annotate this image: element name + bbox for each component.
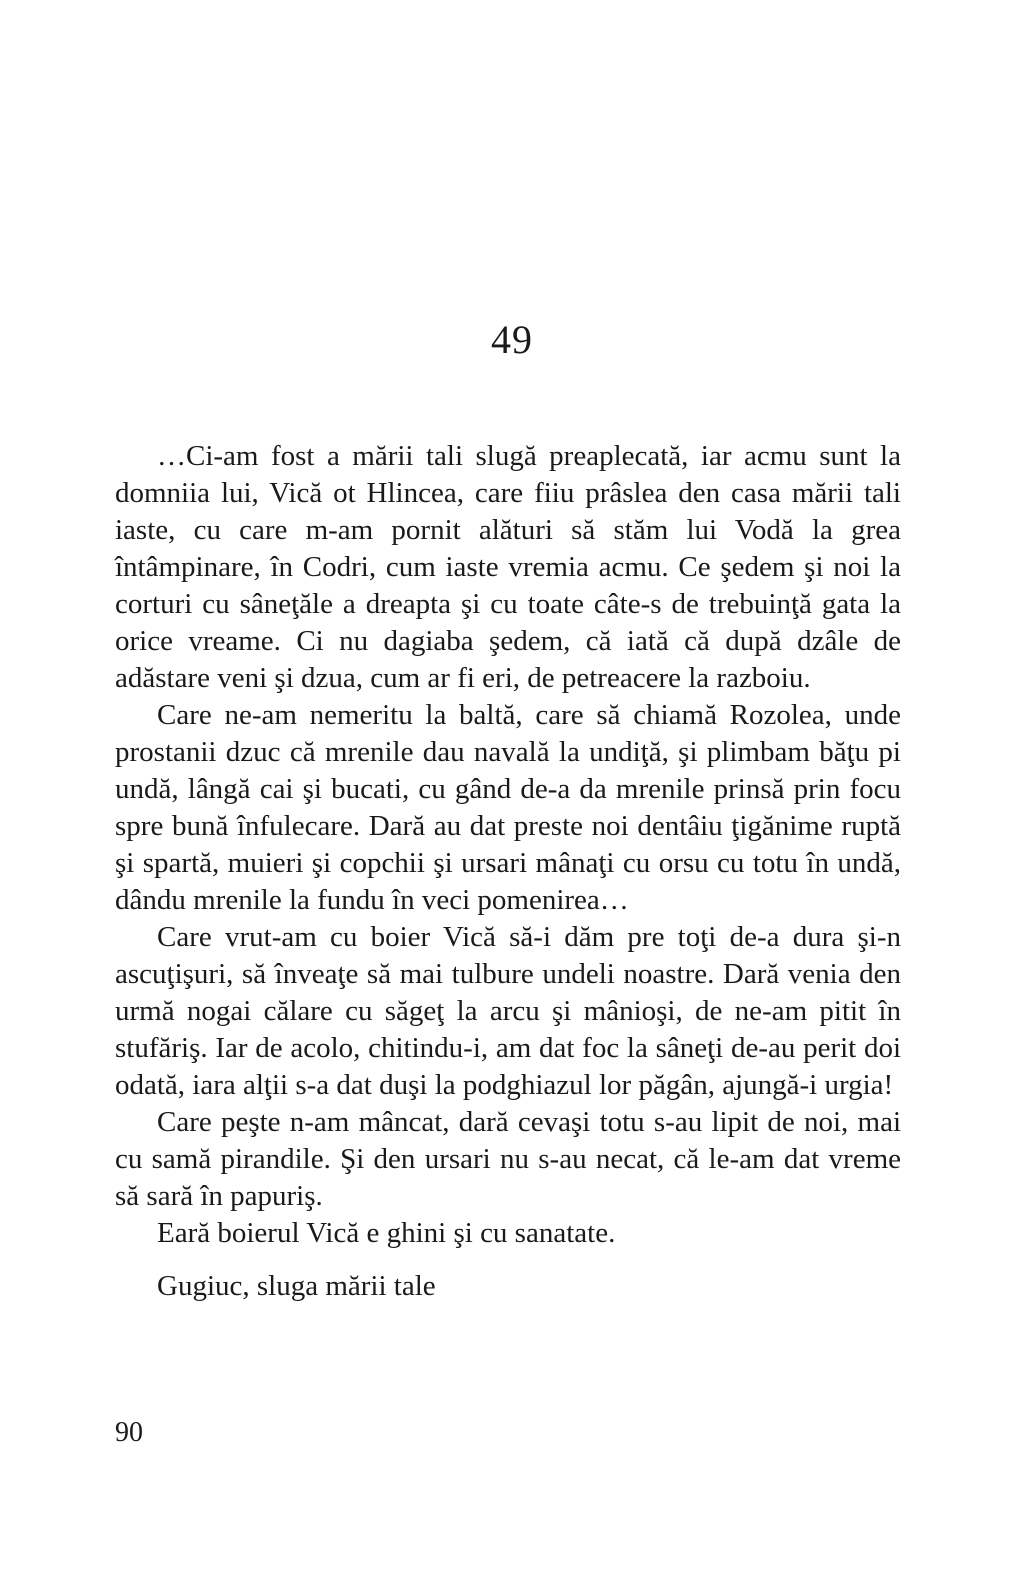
paragraph-3: Care vrut-am cu boier Vică să-i dăm pre toţi de-a dura şi-n ascuţişuri, să înveaţe să mai tulbure undeli noastre. Dară venia den urmă nogai călare cu săgeţ la arcu şi mânioşi, de ne-am pitit în stufăriş. Iar de acolo, chitindu-i, am dat foc la sâneţi de-au perit doi odată, iara alţii s-a dat duşi la podghiazul lor păgân, ajungă-i urgia! [115, 921, 901, 1101]
paragraph-1: …Ci-am fost a mării tali slugă preaplecată, iar acmu sunt la domniia lui, Vică ot Hlincea, care fiiu prâslea den casa mării tali iaste, cu care m-am pornit alături să stăm lui Vodă la grea întâmpinare, în Codri, cum iaste vremia acmu. Ce şedem şi noi la corturi cu sâneţăle a dreapta şi cu toate câte-s de trebuinţă gata la orice vreame. Ci nu dagiaba şedem, că iată că după dzâle de adăstare veni şi dzua, cum ar fi eri, de petreacere la razboiu. [115, 440, 901, 694]
letter-body [115, 438, 901, 1305]
paragraph-4: Care peşte n-am mâncat, dară cevaşi totu s-au lipit de noi, mai cu samă pirandile. Şi den ursari nu s-au necat, că le-am dat vreme să sară în papuriş. [115, 1106, 901, 1212]
chapter-number: 49 [491, 317, 533, 362]
page-number: 90 [115, 1417, 143, 1448]
signature: Gugiuc, sluga mării tale [157, 1270, 436, 1302]
paragraph-2: Care ne-am nemeritu la baltă, care să chiamă Rozolea, unde prostanii dzuc că mrenile dau navală la undiţă, şi plimbam băţu pi undă, lângă cai şi bucati, cu gând de-a da mrenile prinsă prin focu spre bună înfulecare. Dară au dat preste noi dentâiu ţigănime ruptă şi spartă, muieri şi copchii şi ursari mânaţi cu orsu cu totu în undă, dându mrenile la fundu în veci pomenirea… [115, 699, 901, 916]
paragraph-5: Eară boierul Vică e ghini şi cu sanatate. [157, 1217, 616, 1249]
